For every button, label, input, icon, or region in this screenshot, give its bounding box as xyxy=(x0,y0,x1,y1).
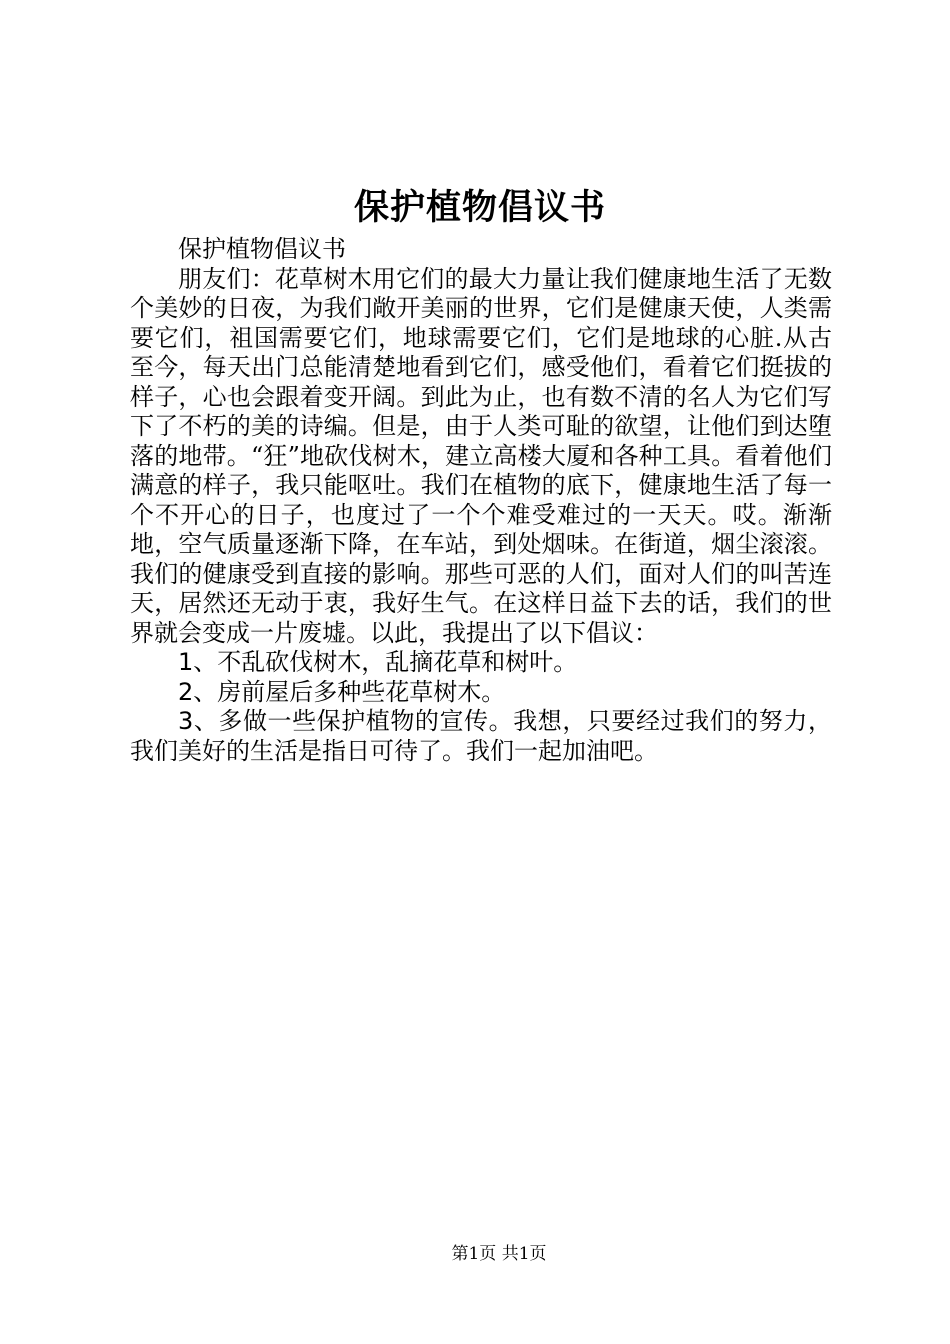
document-body xyxy=(130,235,832,766)
proposal-item-3 xyxy=(130,707,832,766)
proposal-item-1-text: 1、不乱砍伐树木，乱摘花草和树叶。 xyxy=(178,648,578,676)
document-title: 保护植物倡议书 xyxy=(353,188,606,228)
proposal-item-2-text: 2、房前屋后多种些花草树木。 xyxy=(178,677,506,706)
proposal-item-2 xyxy=(130,678,832,708)
intro-paragraph: 朋友们：花草树木用它们的最大力量让我们健康地生活了无数个美妙的日夜，为我们敞开美丽的世界，它们是健康天使，人类需要它们，祖国需要它们，地球需要它们，它们是地球的心脏.从古至今，每天出门总能清楚地看到它们，感受他们，看着它们挺拔的样子，心也会跟着变开阔。到此为止，也有数不清的名人为它们写下了不朽的美的诗编。但是，由于人类可耻的欲望，让他们到达堕落的地带。“狂”地砍伐树木，建立高楼大厦和各种工具。看着他们满意的样子，我只能呕吐。我们在植物的底下，健康地生活了每一个不开心的日子，也度过了一个个难受难过的一天天。哎。渐渐地，空气质量逐渐下降，在车站，到处烟味。在街道，烟尘滚滚。我们的健康受到直接的影响。那些可恶的人们，面对人们的叫苦连天，居然还无动于衷，我好生气。在这样日益下去的话，我们的世界就会变成一片废墟。以此，我提出了以下倡议： xyxy=(130,264,832,647)
proposal-item-3-heading: 3、多做一些保护植物的宣传 xyxy=(178,707,489,735)
proposal-item-1 xyxy=(130,648,832,678)
page-footer: 第1页 共1页 xyxy=(451,1244,547,1264)
proposal-item-3-text: 。我想，只要经过我们的努力，我们美好的生活是指日可待了。我们一起加油吧。 xyxy=(130,707,832,765)
document-subtitle: 保护植物倡议书 xyxy=(178,235,346,263)
